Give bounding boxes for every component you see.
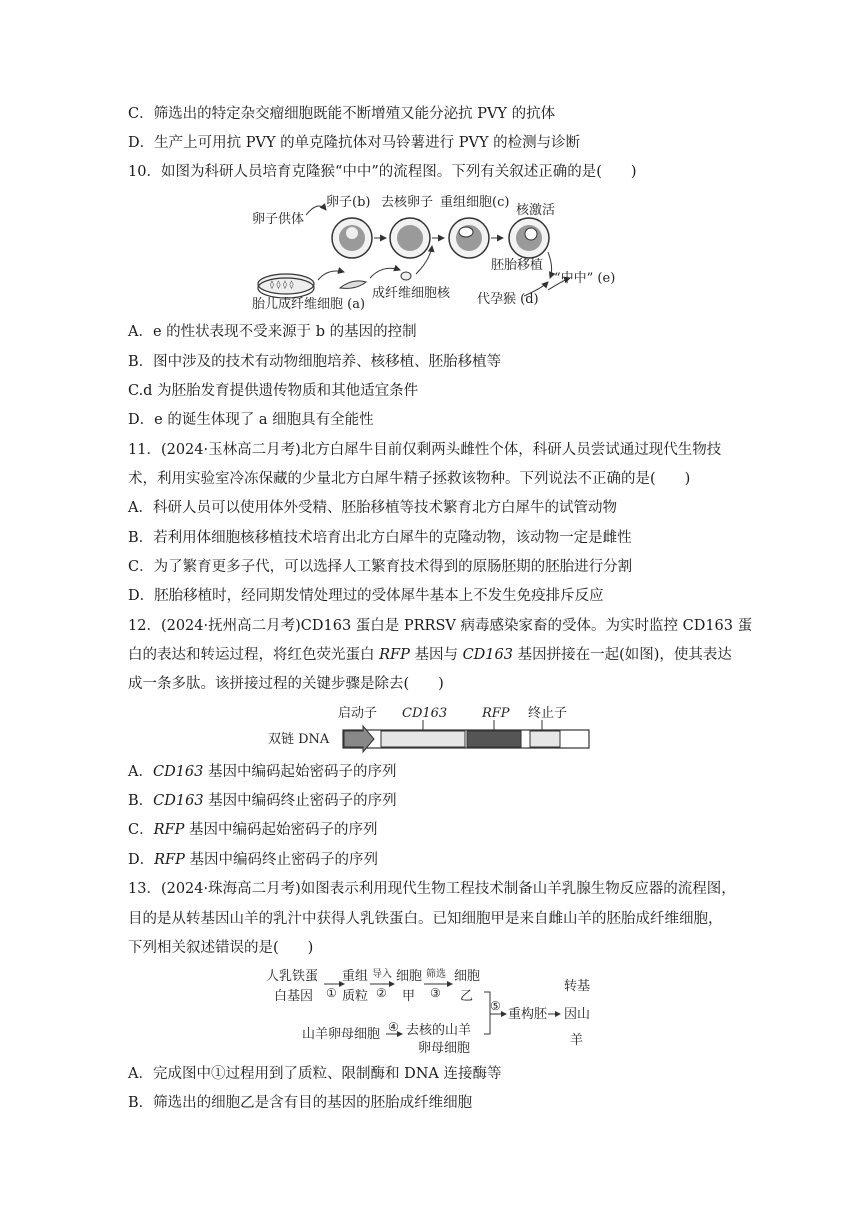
diagram-label: 乙 bbox=[460, 989, 474, 1004]
diagram-label: 重组 bbox=[342, 969, 369, 984]
dna-label: 双链 DNA bbox=[268, 732, 330, 747]
cd163-segment bbox=[381, 731, 465, 747]
q11-option-a: A．科研人员可以使用体外受精、胚胎移植等技术繁育北方白犀牛的试管动物 bbox=[128, 500, 617, 516]
diagram-label: 白基因 bbox=[274, 989, 314, 1004]
q12-stem-line3: 成一条多肽。该拼接过程的关键步骤是除去( ) bbox=[128, 676, 444, 692]
promoter-label: 启动子 bbox=[338, 706, 378, 721]
fibroblast-cell-icon bbox=[340, 281, 366, 289]
q12-option-b: B．CD163 基因中编码终止密码子的序列 bbox=[128, 793, 397, 809]
q12-option-c: C．RFP 基因中编码起始密码子的序列 bbox=[128, 822, 378, 838]
diagram-label: 导入 bbox=[372, 969, 392, 980]
diagram-label: 因山 bbox=[564, 1007, 591, 1022]
activated-cell-icon bbox=[509, 218, 549, 258]
q12-stem-line2: 白的表达和转运过程，将红色荧光蛋白 RFP 基因与 CD163 基因拼接在一起(如图)，使其表达 bbox=[128, 647, 732, 663]
enucleated-egg-icon bbox=[390, 218, 430, 258]
q12-dna-diagram bbox=[268, 702, 598, 752]
q10-option-d: D．e 的诞生体现了 a 细胞具有全能性 bbox=[128, 412, 374, 428]
q10-clone-monkey-diagram bbox=[248, 190, 648, 315]
reconstructed-cell-label: 重组细胞(c) bbox=[440, 195, 510, 210]
q11-option-d: D．胚胎移植时，经同期发情处理过的受体犀牛基本上不发生免疫排斥反应 bbox=[128, 588, 604, 604]
diagram-label: 筛选 bbox=[426, 969, 446, 980]
egg-cell-icon bbox=[332, 218, 372, 258]
diagram-label: 质粒 bbox=[342, 989, 369, 1004]
diagram-label: 细胞 bbox=[454, 969, 481, 984]
q9-option-d: D．生产上可用抗 PVY 的单克隆抗体对马铃薯进行 PVY 的检测与诊断 bbox=[128, 135, 581, 151]
q13-bioreactor-flowchart bbox=[262, 964, 622, 1054]
diagram-label: ① bbox=[326, 986, 337, 1000]
q12-stem-line1: 12．(2024·抚州高二月考)CD163 蛋白是 PRRSV 病毒感染家畜的受体。为实时监控 CD163 蛋 bbox=[128, 618, 753, 634]
diagram-label: 去核的山羊 bbox=[406, 1023, 472, 1038]
zhongzhong-label: “中中” (e) bbox=[554, 271, 616, 286]
q10-option-a: A．e 的性状表现不受来源于 b 的基因的控制 bbox=[128, 324, 417, 340]
q11-option-c: C．为了繁育更多子代，可以选择人工繁育技术得到的原肠胚期的胚胎进行分割 bbox=[128, 559, 633, 575]
diagram-label: 甲 bbox=[402, 989, 416, 1004]
diagram-label: 重构胚 bbox=[508, 1007, 548, 1022]
reconstructed-cell-icon bbox=[449, 218, 489, 258]
egg-b-label: 卵子(b) bbox=[326, 195, 371, 210]
q12-option-d: D．RFP 基因中编码终止密码子的序列 bbox=[128, 852, 378, 868]
q10-option-c: C.d 为胚胎发育提供遗传物质和其他适宜条件 bbox=[128, 383, 419, 399]
embryo-transfer-label: 胚胎移植 bbox=[491, 258, 544, 273]
q13-stem-line2: 目的是从转基因山羊的乳汁中获得人乳铁蛋白。已知细胞甲是来自雌山羊的胚胎成纤维细胞， bbox=[128, 911, 723, 927]
diagram-label: ⑤ bbox=[490, 999, 501, 1013]
q10-option-b: B．图中涉及的技术有动物细胞培养、核移植、胚胎移植等 bbox=[128, 354, 502, 370]
q11-stem-line2: 术，利用实验室冷冻保藏的少量北方白犀牛精子拯救该物种。下列说法不正确的是( ) bbox=[128, 471, 691, 487]
diagram-label: 山羊卵母细胞 bbox=[302, 1027, 381, 1042]
q13-stem-line1: 13．(2024·珠海高二月考)如图表示利用现代生物工程技术制备山羊乳腺生物反应器的流程图， bbox=[128, 881, 736, 897]
rfp-label: RFP bbox=[482, 706, 510, 721]
q12-option-a: A．CD163 基因中编码起始密码子的序列 bbox=[128, 764, 397, 780]
diagram-label: 羊 bbox=[570, 1033, 584, 1048]
enucleated-egg-label: 去核卵子 bbox=[381, 195, 434, 210]
diagram-label: 转基 bbox=[564, 979, 591, 994]
surrogate-label: 代孕猴 (d) bbox=[477, 292, 539, 307]
fibroblast-nucleus-icon bbox=[401, 272, 411, 280]
q11-stem-line1: 11．(2024·玉林高二月考)北方白犀牛目前仅剩两头雌性个体，科研人员尝试通过现代生物技 bbox=[128, 442, 722, 458]
terminator-label: 终止子 bbox=[528, 706, 568, 721]
diagram-label: ④ bbox=[388, 1020, 399, 1034]
diagram-label: 人乳铁蛋 bbox=[266, 969, 319, 984]
diagram-label: ③ bbox=[430, 986, 441, 1000]
fetal-fibroblast-label: 胎儿成纤维细胞 (a) bbox=[252, 297, 366, 312]
fibroblast-nucleus-label: 成纤维细胞核 bbox=[372, 286, 451, 301]
q13-stem-line3: 下列相关叙述错误的是( ) bbox=[128, 940, 314, 956]
nucleus-activation-label: 核激活 bbox=[516, 203, 556, 218]
terminator-segment bbox=[530, 731, 560, 747]
egg-donor-label: 卵子供体 bbox=[252, 212, 305, 227]
svg-text:◊ ◊ ◊ ◊: ◊ ◊ ◊ ◊ bbox=[270, 280, 294, 289]
cd163-label: CD163 bbox=[402, 706, 448, 721]
q9-option-c: C．筛选出的特定杂交瘤细胞既能不断增殖又能分泌抗 PVY 的抗体 bbox=[128, 106, 556, 122]
rfp-segment bbox=[467, 731, 521, 747]
q13-option-a: A．完成图中①过程用到了质粒、限制酶和 DNA 连接酶等 bbox=[128, 1066, 502, 1082]
culture-dish-icon bbox=[258, 274, 314, 298]
diagram-label: 卵母细胞 bbox=[418, 1041, 471, 1056]
q10-stem: 10．如图为科研人员培育克隆猴“中中”的流程图。下列有关叙述正确的是( ) bbox=[128, 164, 637, 180]
diagram-label: 细胞 bbox=[396, 969, 423, 984]
diagram-label: ② bbox=[376, 986, 387, 1000]
q11-option-b: B．若利用体细胞核移植技术培育出北方白犀牛的克隆动物，该动物一定是雌性 bbox=[128, 530, 632, 546]
q13-option-b: B．筛选出的细胞乙是含有目的基因的胚胎成纤维细胞 bbox=[128, 1095, 473, 1111]
